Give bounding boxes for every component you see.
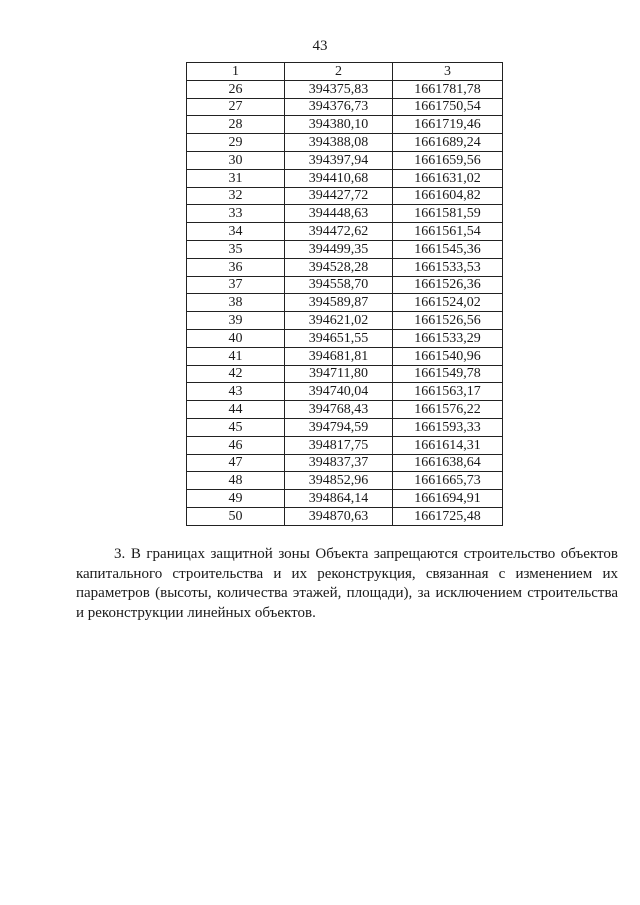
table-row (187, 418, 503, 436)
x-coordinate-cell: 394852,96 (285, 472, 393, 490)
y-coordinate-cell: 1661659,56 (393, 151, 503, 169)
x-coordinate-cell: 394651,55 (285, 329, 393, 347)
x-coordinate-cell: 394388,08 (285, 134, 393, 152)
point-number-cell: 34 (187, 223, 285, 241)
point-number-cell: 28 (187, 116, 285, 134)
table-row (187, 240, 503, 258)
point-number-cell: 46 (187, 436, 285, 454)
table-row (187, 258, 503, 276)
y-coordinate-cell: 1661526,56 (393, 312, 503, 330)
x-coordinate-cell: 394397,94 (285, 151, 393, 169)
table-row (187, 276, 503, 294)
column-header: 2 (285, 63, 393, 81)
y-coordinate-cell: 1661524,02 (393, 294, 503, 312)
point-number-cell: 36 (187, 258, 285, 276)
paragraph-text: 3. В границах защитной зоны Объекта запрещаются строительство объектов капитального строительства и их реконструкция, связанная с изменением их параметров (высоты, количества этажей, площади), за исключением строительства и реконструкции линейных объектов. (76, 546, 618, 621)
y-coordinate-cell: 1661638,64 (393, 454, 503, 472)
point-number-cell: 42 (187, 365, 285, 383)
y-coordinate-cell: 1661694,91 (393, 490, 503, 508)
table-row (187, 169, 503, 187)
table-row (187, 134, 503, 152)
x-coordinate-cell: 394499,35 (285, 240, 393, 258)
x-coordinate-cell: 394794,59 (285, 418, 393, 436)
table-row (187, 347, 503, 365)
table-row (187, 365, 503, 383)
y-coordinate-cell: 1661604,82 (393, 187, 503, 205)
table-row (187, 454, 503, 472)
x-coordinate-cell: 394817,75 (285, 436, 393, 454)
point-number-cell: 37 (187, 276, 285, 294)
table-row (187, 329, 503, 347)
y-coordinate-cell: 1661540,96 (393, 347, 503, 365)
table-row (187, 116, 503, 134)
x-coordinate-cell: 394376,73 (285, 98, 393, 116)
x-coordinate-cell: 394448,63 (285, 205, 393, 223)
x-coordinate-cell: 394740,04 (285, 383, 393, 401)
point-number-cell: 30 (187, 151, 285, 169)
table-row (187, 205, 503, 223)
point-number-cell: 48 (187, 472, 285, 490)
table-header-row (187, 63, 503, 81)
y-coordinate-cell: 1661689,24 (393, 134, 503, 152)
point-number-cell: 39 (187, 312, 285, 330)
x-coordinate-cell: 394427,72 (285, 187, 393, 205)
point-number-cell: 50 (187, 507, 285, 525)
table-row (187, 401, 503, 419)
y-coordinate-cell: 1661533,29 (393, 329, 503, 347)
y-coordinate-cell: 1661781,78 (393, 80, 503, 98)
y-coordinate-cell: 1661750,54 (393, 98, 503, 116)
x-coordinate-cell: 394472,62 (285, 223, 393, 241)
table-row (187, 383, 503, 401)
point-number-cell: 29 (187, 134, 285, 152)
point-number-cell: 49 (187, 490, 285, 508)
point-number-cell: 40 (187, 329, 285, 347)
y-coordinate-cell: 1661563,17 (393, 383, 503, 401)
y-coordinate-cell: 1661576,22 (393, 401, 503, 419)
point-number-cell: 41 (187, 347, 285, 365)
table-row (187, 151, 503, 169)
point-number-cell: 35 (187, 240, 285, 258)
point-number-cell: 31 (187, 169, 285, 187)
y-coordinate-cell: 1661614,31 (393, 436, 503, 454)
x-coordinate-cell: 394558,70 (285, 276, 393, 294)
y-coordinate-cell: 1661581,59 (393, 205, 503, 223)
x-coordinate-cell: 394621,02 (285, 312, 393, 330)
x-coordinate-cell: 394681,81 (285, 347, 393, 365)
point-number-cell: 26 (187, 80, 285, 98)
point-number-cell: 38 (187, 294, 285, 312)
table-row (187, 80, 503, 98)
y-coordinate-cell: 1661719,46 (393, 116, 503, 134)
x-coordinate-cell: 394528,28 (285, 258, 393, 276)
x-coordinate-cell: 394380,10 (285, 116, 393, 134)
table-row (187, 472, 503, 490)
y-coordinate-cell: 1661725,48 (393, 507, 503, 525)
x-coordinate-cell: 394870,63 (285, 507, 393, 525)
y-coordinate-cell: 1661526,36 (393, 276, 503, 294)
x-coordinate-cell: 394711,80 (285, 365, 393, 383)
page-number: 43 (312, 38, 328, 54)
y-coordinate-cell: 1661593,33 (393, 418, 503, 436)
y-coordinate-cell: 1661665,73 (393, 472, 503, 490)
point-number-cell: 43 (187, 383, 285, 401)
point-number-cell: 33 (187, 205, 285, 223)
table-row (187, 490, 503, 508)
x-coordinate-cell: 394410,68 (285, 169, 393, 187)
y-coordinate-cell: 1661631,02 (393, 169, 503, 187)
x-coordinate-cell: 394375,83 (285, 80, 393, 98)
coordinates-table (186, 62, 503, 526)
column-header: 1 (187, 63, 285, 81)
restriction-paragraph (76, 545, 618, 623)
x-coordinate-cell: 394589,87 (285, 294, 393, 312)
table-row (187, 223, 503, 241)
y-coordinate-cell: 1661561,54 (393, 223, 503, 241)
x-coordinate-cell: 394837,37 (285, 454, 393, 472)
point-number-cell: 27 (187, 98, 285, 116)
point-number-cell: 44 (187, 401, 285, 419)
table-row (187, 436, 503, 454)
point-number-cell: 45 (187, 418, 285, 436)
table-row (187, 98, 503, 116)
x-coordinate-cell: 394864,14 (285, 490, 393, 508)
table-row (187, 187, 503, 205)
y-coordinate-cell: 1661533,53 (393, 258, 503, 276)
x-coordinate-cell: 394768,43 (285, 401, 393, 419)
table-row (187, 507, 503, 525)
table-row (187, 312, 503, 330)
column-header: 3 (393, 63, 503, 81)
table-row (187, 294, 503, 312)
y-coordinate-cell: 1661549,78 (393, 365, 503, 383)
point-number-cell: 32 (187, 187, 285, 205)
table-body (187, 80, 503, 525)
y-coordinate-cell: 1661545,36 (393, 240, 503, 258)
point-number-cell: 47 (187, 454, 285, 472)
